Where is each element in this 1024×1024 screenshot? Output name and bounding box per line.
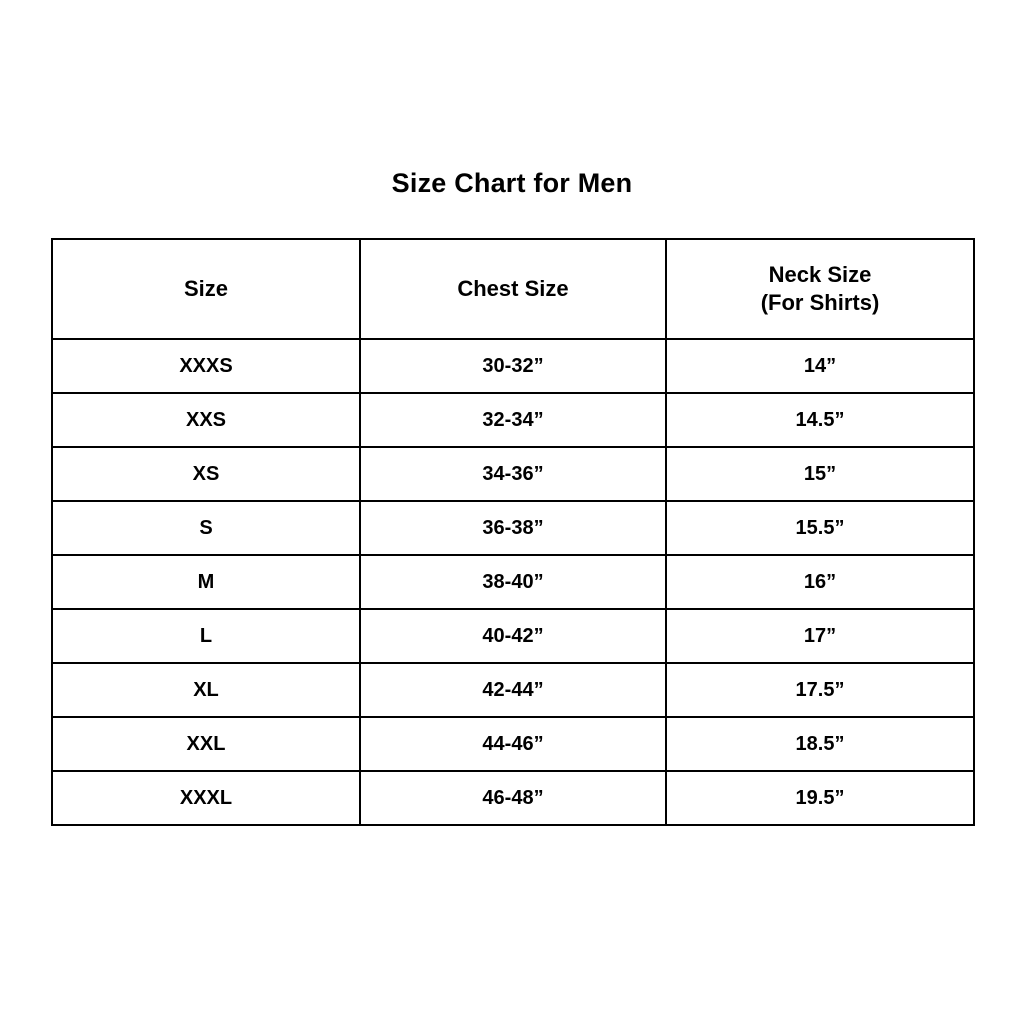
- cell-neck: 17.5”: [666, 663, 974, 717]
- table-row: [52, 447, 974, 501]
- cell-chest: 38-40”: [360, 555, 666, 609]
- column-header-size: [52, 239, 360, 339]
- column-header-chest-size-label: Chest Size: [457, 275, 569, 301]
- cell-size: XL: [52, 663, 360, 717]
- size-table-container: [51, 238, 973, 826]
- cell-size: XXXL: [52, 771, 360, 825]
- table-header-row: [52, 239, 974, 339]
- cell-size: XXS: [52, 393, 360, 447]
- cell-neck: 14.5”: [666, 393, 974, 447]
- column-header-neck-size-sublabel: (For Shirts): [760, 290, 880, 315]
- cell-chest: 40-42”: [360, 609, 666, 663]
- column-header-neck-size-label: Neck Size: [768, 261, 872, 287]
- table-row: [52, 555, 974, 609]
- cell-neck: 15”: [666, 447, 974, 501]
- table-header: [52, 239, 974, 339]
- cell-size: M: [52, 555, 360, 609]
- cell-neck: 15.5”: [666, 501, 974, 555]
- cell-size: S: [52, 501, 360, 555]
- table-row: [52, 501, 974, 555]
- cell-chest: 42-44”: [360, 663, 666, 717]
- cell-neck: 18.5”: [666, 717, 974, 771]
- cell-chest: 32-34”: [360, 393, 666, 447]
- column-header-size-label: Size: [183, 275, 229, 301]
- table-row: [52, 339, 974, 393]
- column-header-chest-size: [360, 239, 666, 339]
- cell-size: L: [52, 609, 360, 663]
- cell-chest: 30-32”: [360, 339, 666, 393]
- table-row: [52, 717, 974, 771]
- cell-chest: 34-36”: [360, 447, 666, 501]
- cell-size: XXL: [52, 717, 360, 771]
- table-body: [52, 339, 974, 825]
- page-title: Size Chart for Men: [391, 168, 633, 198]
- cell-neck: 19.5”: [666, 771, 974, 825]
- table-row: [52, 663, 974, 717]
- cell-chest: 44-46”: [360, 717, 666, 771]
- table-row: [52, 393, 974, 447]
- cell-neck: 17”: [666, 609, 974, 663]
- table-row: [52, 771, 974, 825]
- cell-neck: 14”: [666, 339, 974, 393]
- column-header-neck-size: [666, 239, 974, 339]
- cell-chest: 36-38”: [360, 501, 666, 555]
- size-table: [51, 238, 975, 826]
- cell-neck: 16”: [666, 555, 974, 609]
- cell-chest: 46-48”: [360, 771, 666, 825]
- cell-size: XS: [52, 447, 360, 501]
- cell-size: XXXS: [52, 339, 360, 393]
- table-row: [52, 609, 974, 663]
